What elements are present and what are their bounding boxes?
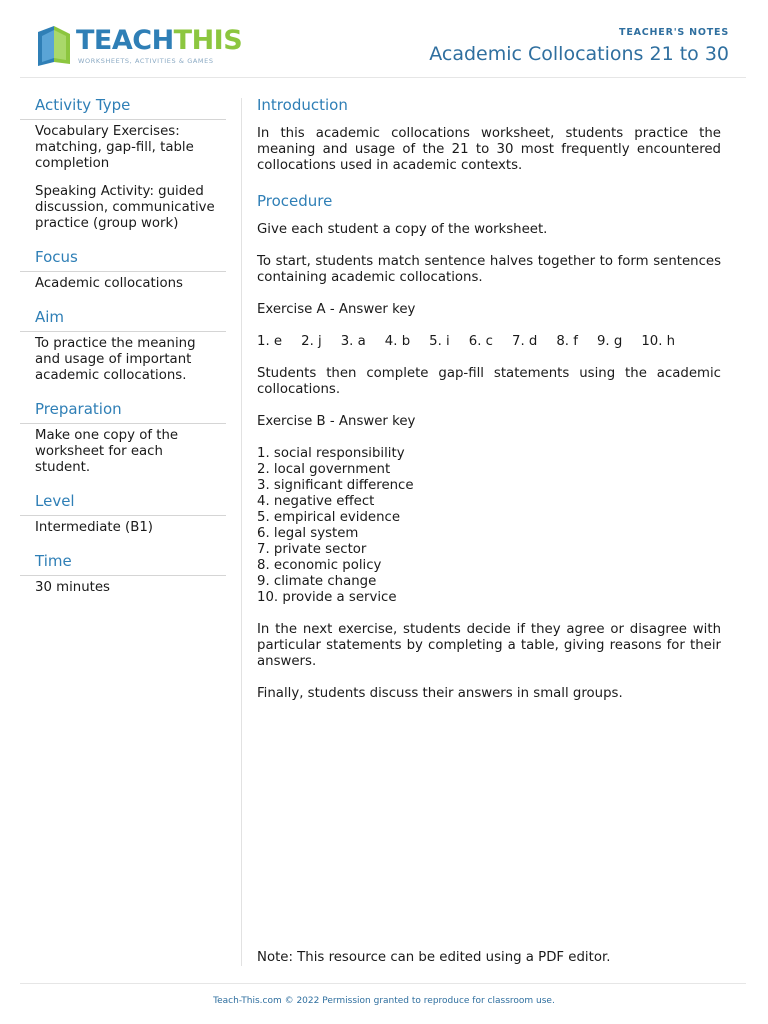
exercise-b-answers: [257, 446, 721, 606]
logo-word-this: THIS: [173, 25, 243, 56]
activity-type-heading: Activity Type: [20, 94, 226, 120]
answer-item: 3. a: [340, 334, 366, 349]
teachers-notes-label: TEACHER'S NOTES: [619, 27, 729, 38]
answer-item: 8. f: [556, 334, 578, 349]
page-title: Academic Collocations 21 to 30: [429, 43, 729, 65]
answer-item: 10. h: [641, 334, 676, 349]
time-text: 30 minutes: [35, 580, 110, 595]
exercise-a-answers: [257, 334, 721, 350]
preparation-heading: Preparation: [20, 398, 226, 424]
answer-item: 2. j: [301, 334, 322, 349]
aim-heading: Aim: [20, 306, 226, 332]
answer-item: 9. climate change: [257, 574, 377, 589]
logo-word-teach: TEACH: [76, 25, 174, 56]
answer-item: 1. e: [257, 334, 283, 349]
preparation-text: Make one copy of the worksheet for each student.: [35, 428, 179, 475]
answer-item: 5. empirical evidence: [257, 510, 401, 525]
page-header: [20, 0, 746, 78]
answer-item: 10. provide a service: [257, 590, 397, 605]
aim-section: [20, 306, 226, 384]
procedure-step-4: In the next exercise, students decide if they agree or disagree with particular statements by completing a table, giving reasons for their answers.: [257, 622, 721, 669]
footer-divider: [20, 983, 746, 984]
time-section: [20, 550, 226, 596]
exercise-b-label: Exercise B - Answer key: [257, 414, 416, 429]
procedure-heading: Procedure: [257, 192, 333, 210]
answer-item: 7. private sector: [257, 542, 367, 557]
logo-wordmark: [76, 26, 242, 56]
level-text: Intermediate (B1): [35, 520, 153, 535]
procedure-step-2: To start, students match sentence halves together to form sentences containing academic collocations.: [257, 254, 721, 285]
focus-text: Academic collocations: [35, 276, 183, 291]
teach-this-logo[interactable]: [36, 22, 243, 70]
introduction-text: In this academic collocations worksheet, students practice the meaning and usage of the 21 to 30 most frequently encountered collocations used in academic contexts.: [257, 126, 721, 173]
procedure-step-5: Finally, students discuss their answers in small groups.: [257, 686, 623, 701]
sidebar: [20, 94, 226, 610]
answer-item: 5. i: [429, 334, 450, 349]
answer-item: 2. local government: [257, 462, 391, 477]
pdf-editor-note: Note: This resource can be edited using a PDF editor.: [257, 950, 611, 965]
answer-item: 4. b: [384, 334, 411, 349]
activity-type-line: Vocabulary Exercises: matching, gap-fill, table completion: [35, 124, 194, 171]
answer-item: 1. social responsibility: [257, 446, 405, 461]
main-content: [257, 94, 721, 718]
answer-item: 8. economic policy: [257, 558, 382, 573]
column-divider: [241, 98, 242, 966]
answer-item: 4. negative effect: [257, 494, 375, 509]
answer-item: 9. g: [596, 334, 623, 349]
answer-item: 6. legal system: [257, 526, 359, 541]
answer-item: 6. c: [468, 334, 493, 349]
introduction-heading: Introduction: [257, 96, 348, 114]
answer-item: 3. significant difference: [257, 478, 414, 493]
footer-copyright[interactable]: Teach-This.com © 2022 Permission granted to reproduce for classroom use.: [213, 996, 555, 1006]
focus-heading: Focus: [20, 246, 226, 272]
aim-text: To practice the meaning and usage of important academic collocations.: [35, 336, 196, 383]
book-logo-icon: [36, 24, 72, 66]
preparation-section: [20, 398, 226, 476]
level-heading: Level: [20, 490, 226, 516]
exercise-a-label: Exercise A - Answer key: [257, 302, 416, 317]
activity-type-line: Speaking Activity: guided discussion, communicative practice (group work): [35, 184, 215, 231]
procedure-step-3: Students then complete gap-fill statements using the academic collocations.: [257, 366, 721, 397]
procedure-step-1: Give each student a copy of the worksheet.: [257, 222, 548, 237]
answer-item: 7. d: [511, 334, 538, 349]
logo-tagline: WORKSHEETS, ACTIVITIES & GAMES: [78, 57, 214, 65]
level-section: [20, 490, 226, 536]
focus-section: [20, 246, 226, 292]
activity-type-section: [20, 94, 226, 232]
time-heading: Time: [20, 550, 226, 576]
